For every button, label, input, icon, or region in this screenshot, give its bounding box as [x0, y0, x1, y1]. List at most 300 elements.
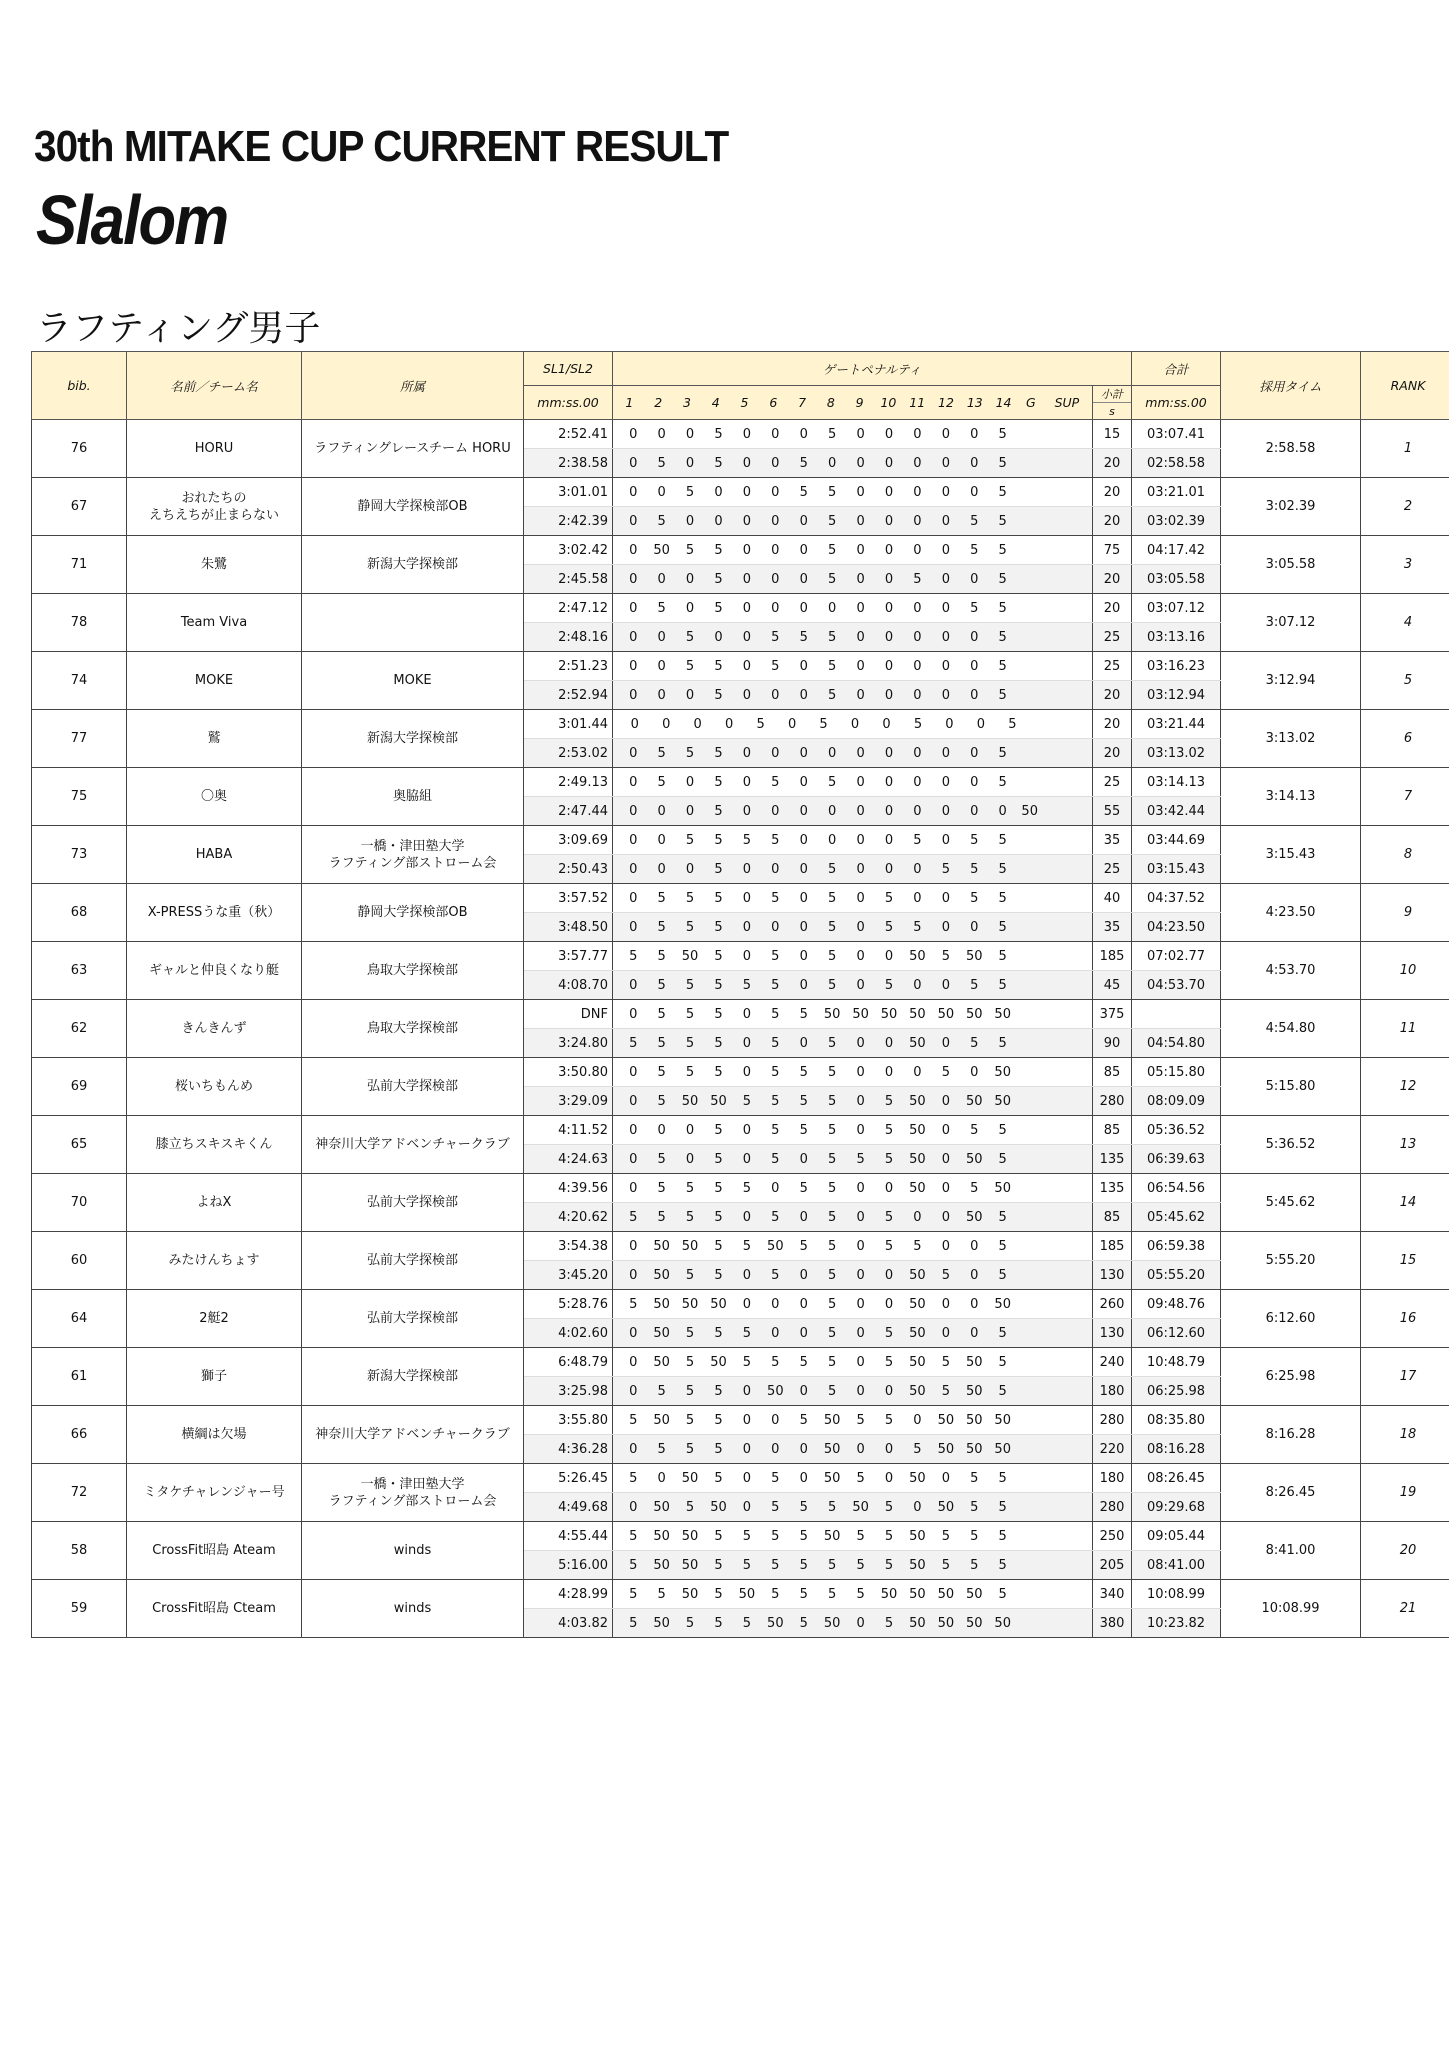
run-time: 4:08.70 — [524, 971, 613, 1000]
rank: 21 — [1361, 1580, 1449, 1638]
gate-penalty: 0 — [970, 658, 979, 674]
gate-penalty: 5 — [714, 1441, 723, 1457]
penalty-subtotal: 375 — [1093, 1000, 1132, 1029]
gate-penalty: 5 — [998, 629, 1007, 645]
gate-penalty: 5 — [970, 977, 979, 993]
gate-penalty: 5 — [819, 716, 828, 732]
adopted-time: 8:41.00 — [1221, 1522, 1361, 1580]
gate-penalty: 0 — [742, 919, 752, 935]
gate-penalty: 5 — [742, 1557, 752, 1573]
gate-penalties — [613, 565, 1093, 594]
gate-penalty — [1042, 1007, 1087, 1022]
run-time: 4:24.63 — [524, 1145, 613, 1174]
penalty-subtotal: 280 — [1093, 1493, 1132, 1522]
gate-penalty: 5 — [884, 1412, 894, 1428]
gate-penalty: 5 — [884, 1499, 894, 1515]
gate-penalty: 5 — [970, 861, 979, 877]
gate-penalty: 50 — [710, 1093, 727, 1109]
gate-penalty: 50 — [994, 1615, 1011, 1631]
team-club: 静岡大学探検部OB — [302, 478, 524, 536]
gate-penalty: 0 — [629, 861, 638, 877]
gate-penalty — [1017, 833, 1043, 848]
gate-penalty: 5 — [998, 948, 1007, 964]
gate-penalty: 50 — [966, 1209, 983, 1225]
gate-penalty: 0 — [742, 629, 752, 645]
gate-penalty: 5 — [828, 861, 837, 877]
gate-penalty: 0 — [884, 1296, 894, 1312]
run-time: 2:47.44 — [524, 797, 613, 826]
rank: 11 — [1361, 1000, 1449, 1058]
gate-penalty: 0 — [742, 455, 752, 471]
gate-penalty: 5 — [828, 629, 837, 645]
gate-penalty: 5 — [828, 1093, 837, 1109]
header-bib: bib. — [32, 352, 127, 420]
gate-penalty: 5 — [941, 1383, 950, 1399]
gate-penalty: 5 — [998, 600, 1007, 616]
gate-penalty: 0 — [629, 1064, 638, 1080]
gate-penalty: 5 — [799, 1412, 808, 1428]
run-time: 4:03.82 — [524, 1609, 613, 1638]
run-time: 2:49.13 — [524, 768, 613, 797]
gate-penalty: 0 — [771, 803, 780, 819]
gate-penalty — [1042, 1152, 1087, 1167]
gate-penalty: 0 — [799, 1325, 808, 1341]
gate-penalty — [1042, 1094, 1087, 1109]
gate-penalty: 5 — [771, 1586, 780, 1602]
gate-penalty: 5 — [828, 1267, 837, 1283]
run-total: 03:44.69 — [1132, 826, 1221, 855]
gate-penalty: 0 — [970, 1064, 979, 1080]
gate-penalty: 50 — [681, 1586, 699, 1602]
gate-penalty: 0 — [771, 484, 780, 500]
gate-penalty: 5 — [998, 1151, 1007, 1167]
gate-penalty — [1017, 862, 1043, 877]
adopted-time: 3:12.94 — [1221, 652, 1361, 710]
team-club: 新潟大学探検部 — [302, 710, 524, 768]
penalty-subtotal: 260 — [1093, 1290, 1132, 1319]
run-total: 03:16.23 — [1132, 652, 1221, 681]
gate-penalty: 5 — [742, 1325, 752, 1341]
run-time: 3:54.38 — [524, 1232, 613, 1261]
gate-penalty: 0 — [941, 890, 950, 906]
gate-penalties — [613, 1580, 1093, 1609]
adopted-time: 5:15.80 — [1221, 1058, 1361, 1116]
gate-penalty: 5 — [884, 1238, 894, 1254]
gate-penalty: 0 — [941, 542, 950, 558]
gate-penalty: 5 — [828, 1499, 837, 1515]
gate-penalty: 5 — [771, 1267, 780, 1283]
result-row — [32, 1232, 1449, 1261]
penalty-subtotal: 130 — [1093, 1319, 1132, 1348]
adopted-time: 8:16.28 — [1221, 1406, 1361, 1464]
gate-penalty: 5 — [998, 455, 1007, 471]
gate-penalty: 5 — [629, 948, 638, 964]
bib-number: 63 — [32, 942, 127, 1000]
gate-penalty: 50 — [937, 1412, 955, 1428]
gate-penalty: 0 — [913, 513, 922, 529]
gate-penalty: 5 — [828, 658, 837, 674]
gate-penalty: 0 — [941, 1470, 950, 1486]
gate-penalty: 50 — [937, 1586, 955, 1602]
gate-header-7: 7 — [798, 395, 807, 410]
gate-penalty — [1042, 1529, 1087, 1544]
gate-penalty: 0 — [941, 745, 950, 761]
gate-penalty: 0 — [856, 571, 865, 587]
gate-penalty: 50 — [909, 948, 926, 964]
gate-penalty: 0 — [970, 455, 979, 471]
gate-penalty: 50 — [710, 1499, 727, 1515]
gate-penalty: 0 — [771, 455, 780, 471]
gate-penalty — [1017, 775, 1043, 790]
run-time: 3:57.77 — [524, 942, 613, 971]
gate-penalty: 0 — [771, 687, 780, 703]
run-total: 08:35.80 — [1132, 1406, 1221, 1435]
gate-penalty: 5 — [657, 1064, 666, 1080]
gate-penalty: 50 — [653, 1296, 670, 1312]
team-name: X-PRESSうな重（秋） — [127, 884, 302, 942]
gate-penalty: 0 — [742, 542, 752, 558]
gate-penalty: 50 — [681, 1093, 699, 1109]
team-club: 神奈川大学アドベンチャークラブ — [302, 1406, 524, 1464]
gate-penalty — [1042, 601, 1087, 616]
gate-penalty: 0 — [742, 745, 752, 761]
bib-number: 71 — [32, 536, 127, 594]
gate-penalty: 0 — [856, 890, 865, 906]
gate-penalty: 5 — [799, 1586, 808, 1602]
gate-penalty: 50 — [966, 948, 983, 964]
penalty-subtotal: 340 — [1093, 1580, 1132, 1609]
run-total: 03:42.44 — [1132, 797, 1221, 826]
gate-penalty: 5 — [799, 1180, 808, 1196]
gate-penalty — [1017, 1355, 1043, 1370]
gate-penalty: 0 — [629, 803, 638, 819]
result-row — [32, 710, 1449, 739]
gate-penalty: 5 — [856, 1586, 865, 1602]
gate-penalty: 5 — [799, 1499, 808, 1515]
gate-penalty: 0 — [799, 774, 808, 790]
rank: 1 — [1361, 420, 1449, 478]
gate-penalty: 5 — [714, 426, 723, 442]
gate-penalty: 0 — [742, 1151, 752, 1167]
gate-penalty: 5 — [714, 455, 723, 471]
result-row — [32, 1174, 1449, 1203]
gate-penalty — [1028, 717, 1059, 732]
gate-penalty: 5 — [771, 1151, 780, 1167]
run-time: 2:52.94 — [524, 681, 613, 710]
gate-penalty: 0 — [856, 1209, 865, 1225]
gate-penalty: 5 — [884, 1122, 894, 1138]
gate-penalty: 5 — [884, 1209, 894, 1225]
team-club: 神奈川大学アドベンチャークラブ — [302, 1116, 524, 1174]
gate-penalty — [1060, 717, 1088, 732]
gate-penalty: 0 — [941, 919, 950, 935]
gate-penalty: 0 — [685, 455, 695, 471]
adopted-time: 2:58.58 — [1221, 420, 1361, 478]
gate-penalty: 0 — [970, 1296, 979, 1312]
gate-penalties — [613, 1551, 1093, 1580]
gate-penalty: 5 — [913, 1238, 922, 1254]
gate-penalty: 0 — [657, 861, 666, 877]
rank: 8 — [1361, 826, 1449, 884]
gate-penalty: 0 — [970, 1325, 979, 1341]
adopted-time: 8:26.45 — [1221, 1464, 1361, 1522]
gate-penalty: 0 — [850, 716, 860, 732]
gate-penalty: 50 — [681, 948, 699, 964]
run-total: 02:58.58 — [1132, 449, 1221, 478]
gate-penalty: 5 — [828, 1296, 837, 1312]
gate-penalty: 5 — [685, 1180, 695, 1196]
gate-penalty: 0 — [629, 455, 638, 471]
gate-penalty: 5 — [998, 1035, 1007, 1051]
result-row — [32, 536, 1449, 565]
run-time: 4:11.52 — [524, 1116, 613, 1145]
gate-penalties — [613, 1174, 1093, 1203]
run-time: 4:20.62 — [524, 1203, 613, 1232]
run-time: 3:09.69 — [524, 826, 613, 855]
run-time: 2:50.43 — [524, 855, 613, 884]
run-total: 08:26.45 — [1132, 1464, 1221, 1493]
team-club: 新潟大学探検部 — [302, 1348, 524, 1406]
gate-penalty: 0 — [856, 861, 865, 877]
gate-penalty: 0 — [998, 803, 1007, 819]
run-total: 04:37.52 — [1132, 884, 1221, 913]
gate-penalty: 50 — [909, 1528, 926, 1544]
gate-penalty: 5 — [685, 1412, 695, 1428]
run-time: 6:48.79 — [524, 1348, 613, 1377]
gate-penalty: 5 — [714, 1615, 723, 1631]
gate-penalty: 5 — [970, 513, 979, 529]
gate-penalty: 0 — [742, 1441, 752, 1457]
gate-penalty: 50 — [653, 1615, 670, 1631]
gate-penalty: 5 — [771, 1354, 780, 1370]
gate-penalty: 0 — [799, 542, 808, 558]
adopted-time: 3:05.58 — [1221, 536, 1361, 594]
gate-penalty: 5 — [771, 832, 780, 848]
gate-penalty: 0 — [884, 1267, 894, 1283]
run-time: DNF — [524, 1000, 613, 1029]
gate-penalties — [613, 942, 1093, 971]
run-total: 09:48.76 — [1132, 1290, 1221, 1319]
run-total: 03:13.02 — [1132, 739, 1221, 768]
gate-penalty: 5 — [685, 745, 695, 761]
gate-header-14: 14 — [995, 395, 1012, 410]
gate-penalty: 5 — [714, 745, 723, 761]
header-name: 名前／チーム名 — [127, 352, 302, 420]
run-time: 3:25.98 — [524, 1377, 613, 1406]
page-subtitle: Slalom — [36, 181, 228, 259]
run-time: 2:51.23 — [524, 652, 613, 681]
team-name: HABA — [127, 826, 302, 884]
gate-penalty: 5 — [685, 1441, 695, 1457]
gate-penalty: 0 — [799, 1209, 808, 1225]
gate-penalty: 5 — [998, 745, 1007, 761]
gate-penalty: 5 — [799, 1354, 808, 1370]
gate-penalty — [1017, 543, 1043, 558]
bib-number: 70 — [32, 1174, 127, 1232]
gate-penalty: 5 — [629, 1528, 638, 1544]
result-row — [32, 1000, 1449, 1029]
gate-penalties — [613, 536, 1093, 565]
gate-penalty: 0 — [742, 1499, 752, 1515]
gate-penalty: 0 — [856, 1064, 865, 1080]
gate-penalty: 0 — [771, 1325, 780, 1341]
team-club: 鳥取大学探検部 — [302, 942, 524, 1000]
gate-penalty: 0 — [913, 542, 922, 558]
gate-penalty — [1017, 1036, 1043, 1051]
gate-penalty — [1017, 456, 1043, 471]
gate-penalty — [1042, 572, 1087, 587]
gate-penalty: 0 — [884, 948, 894, 964]
gate-penalty: 0 — [856, 484, 865, 500]
gate-penalty: 0 — [970, 1238, 979, 1254]
gate-penalty: 50 — [994, 1180, 1011, 1196]
penalty-subtotal: 25 — [1093, 768, 1132, 797]
gate-penalty: 5 — [742, 1180, 752, 1196]
gate-penalty — [1042, 1210, 1087, 1225]
category-heading: ラフティング男子 — [36, 308, 321, 349]
gate-penalty: 5 — [742, 1093, 752, 1109]
header-subtotal-unit: s — [1109, 404, 1115, 418]
gate-penalty: 0 — [799, 658, 808, 674]
gate-penalty: 5 — [828, 513, 837, 529]
gate-penalty: 5 — [714, 1122, 723, 1138]
gate-penalty: 0 — [629, 890, 638, 906]
gate-penalty: 0 — [799, 861, 808, 877]
run-total: 03:13.16 — [1132, 623, 1221, 652]
gate-penalties — [613, 855, 1093, 884]
gate-penalty: 5 — [714, 861, 723, 877]
gate-penalty — [1042, 1065, 1087, 1080]
gate-penalty: 5 — [685, 542, 695, 558]
gate-penalty: 0 — [685, 600, 695, 616]
gate-penalty: 5 — [970, 1035, 979, 1051]
gate-penalty: 0 — [630, 716, 639, 732]
run-time: 3:45.20 — [524, 1261, 613, 1290]
gate-penalty — [1042, 804, 1087, 819]
gate-penalty: 0 — [970, 745, 979, 761]
gate-penalties — [613, 1464, 1093, 1493]
gate-penalty: 5 — [685, 1035, 695, 1051]
gate-penalty: 50 — [710, 1354, 727, 1370]
gate-penalty: 5 — [998, 1238, 1007, 1254]
penalty-subtotal: 185 — [1093, 1232, 1132, 1261]
gate-penalty — [1017, 746, 1043, 761]
gate-penalty — [1017, 1268, 1043, 1283]
gate-penalty: 50 — [653, 1238, 670, 1254]
penalty-subtotal: 45 — [1093, 971, 1132, 1000]
gate-penalty: 5 — [685, 1267, 695, 1283]
run-total: 03:15.43 — [1132, 855, 1221, 884]
gate-penalty: 0 — [771, 600, 780, 616]
gate-penalty: 0 — [941, 1093, 950, 1109]
gate-penalty: 0 — [629, 1238, 638, 1254]
gate-penalty: 5 — [828, 1383, 837, 1399]
gate-penalty: 0 — [828, 455, 837, 471]
gate-penalty: 0 — [742, 803, 752, 819]
gate-penalty: 5 — [714, 1528, 723, 1544]
gate-penalty — [1017, 978, 1043, 993]
gate-penalty: 0 — [771, 542, 780, 558]
result-row — [32, 420, 1449, 449]
gate-penalty: 5 — [799, 1238, 808, 1254]
rank: 4 — [1361, 594, 1449, 652]
gate-penalties — [613, 652, 1093, 681]
gate-penalty: 0 — [856, 803, 865, 819]
gate-penalty: 0 — [884, 542, 894, 558]
gate-penalty: 5 — [771, 774, 780, 790]
gate-penalty: 0 — [771, 919, 780, 935]
gate-penalty: 5 — [998, 687, 1007, 703]
gate-penalty: 50 — [937, 1006, 955, 1022]
gate-penalty — [1017, 920, 1043, 935]
run-time: 3:57.52 — [524, 884, 613, 913]
gate-penalty: 5 — [657, 600, 666, 616]
gate-penalty: 0 — [856, 542, 865, 558]
run-total: 04:23.50 — [1132, 913, 1221, 942]
gate-penalty: 5 — [685, 1499, 695, 1515]
penalty-subtotal: 240 — [1093, 1348, 1132, 1377]
gate-penalty: 0 — [629, 1006, 638, 1022]
gate-penalty: 50 — [966, 1006, 983, 1022]
gate-penalty: 5 — [970, 1528, 979, 1544]
gate-penalty: 5 — [629, 1615, 638, 1631]
gate-penalty: 0 — [662, 716, 671, 732]
gate-penalty: 5 — [913, 1441, 922, 1457]
gate-penalty: 0 — [828, 745, 837, 761]
gate-penalty: 0 — [970, 629, 979, 645]
gate-penalty: 0 — [913, 1209, 922, 1225]
run-total: 03:21.44 — [1132, 710, 1221, 739]
gate-penalty: 0 — [856, 1325, 865, 1341]
gate-penalty: 5 — [828, 484, 837, 500]
gate-penalty: 0 — [884, 774, 894, 790]
rank: 17 — [1361, 1348, 1449, 1406]
gate-penalty: 0 — [742, 1267, 752, 1283]
bib-number: 73 — [32, 826, 127, 884]
gate-penalty: 0 — [742, 1412, 752, 1428]
result-row — [32, 1464, 1449, 1493]
gate-penalties — [613, 1261, 1093, 1290]
gate-penalty: 0 — [856, 774, 865, 790]
team-name: 鷲 — [127, 710, 302, 768]
run-total: 03:07.41 — [1132, 420, 1221, 449]
team-club: 弘前大学探検部 — [302, 1058, 524, 1116]
gate-penalty: 5 — [998, 890, 1007, 906]
gate-penalty: 5 — [714, 1557, 723, 1573]
gate-penalty: 5 — [998, 1325, 1007, 1341]
result-row — [32, 594, 1449, 623]
gate-penalties — [613, 507, 1093, 536]
team-name: HORU — [127, 420, 302, 478]
gate-penalty: 0 — [856, 832, 865, 848]
gate-penalty: 5 — [828, 1354, 837, 1370]
run-total: 06:59.38 — [1132, 1232, 1221, 1261]
gate-penalty: 0 — [771, 1180, 780, 1196]
gate-penalty: 0 — [884, 455, 894, 471]
gate-penalty — [1042, 1239, 1087, 1254]
gate-penalty: 5 — [998, 1470, 1007, 1486]
gate-penalty: 0 — [913, 977, 922, 993]
run-total: 08:16.28 — [1132, 1435, 1221, 1464]
gate-penalty: 50 — [681, 1296, 699, 1312]
gate-penalty: 0 — [941, 658, 950, 674]
bib-number: 64 — [32, 1290, 127, 1348]
header-runs: SL1/SL2 — [524, 352, 613, 386]
gate-penalties — [613, 1609, 1093, 1638]
team-club: 弘前大学探検部 — [302, 1232, 524, 1290]
gate-penalty: 5 — [685, 977, 695, 993]
result-row — [32, 768, 1449, 797]
